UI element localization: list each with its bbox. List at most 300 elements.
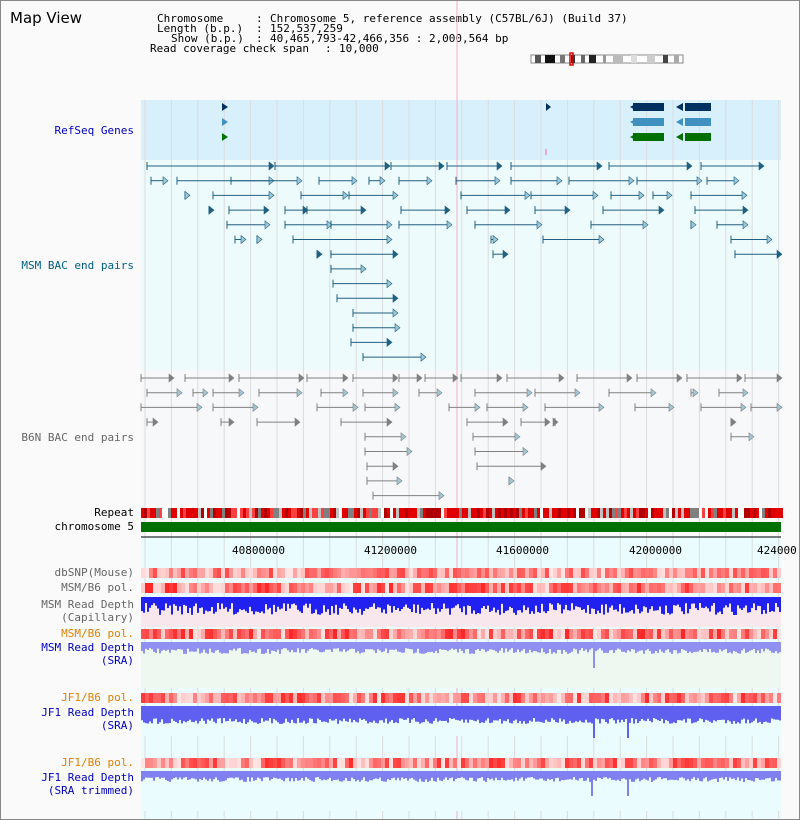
jf1-b6-pol-trimmed-heat-cell <box>277 758 281 768</box>
jf1-depth-sra-bar <box>705 706 707 720</box>
dbsnp-heat-cell <box>433 568 437 578</box>
msm-b6-pol-heat-cell <box>313 583 317 593</box>
dbsnp-heat-cell <box>717 568 721 578</box>
jf1-depth-sra-bar <box>597 706 599 719</box>
dbsnp-heat-cell <box>669 568 673 578</box>
jf1-depth-sra-bar <box>199 706 201 721</box>
msm-b6-pol-heat-cell <box>545 583 549 593</box>
jf1-depth-sra-bar <box>173 706 175 721</box>
repeat-block <box>546 508 549 518</box>
jf1-depth-trimmed-bar <box>465 771 467 780</box>
jf1-depth-sra-bar <box>599 706 601 723</box>
jf1-b6-pol-heat-cell <box>197 693 201 703</box>
jf1-depth-trimmed-bar <box>725 771 727 777</box>
jf1-depth-sra-bar <box>171 706 173 719</box>
jf1-b6-pol-heat-cell <box>609 693 613 703</box>
msm-depth-sra-bar <box>469 642 471 654</box>
jf1-depth-sra-bar <box>737 706 739 722</box>
msm-depth-capillary-bar <box>693 597 695 603</box>
jf1-b6-pol-trimmed-heat-cell <box>433 758 437 768</box>
msm-depth-capillary-bar <box>337 597 339 615</box>
b6n-bac-pair-end <box>393 389 398 397</box>
jf1-depth-sra-bar <box>307 706 309 723</box>
msm-depth-capillary-bar <box>173 597 175 604</box>
jf1-b6-pol-trimmed-heat-cell <box>173 758 177 768</box>
repeat-block <box>408 508 411 518</box>
msm-depth-capillary-bar <box>305 597 307 604</box>
msm-depth-sra-bar <box>383 642 385 651</box>
jf1-depth-sra-bar <box>645 706 647 721</box>
dbsnp-heat-cell <box>693 568 697 578</box>
repeat-block <box>276 508 279 518</box>
msm-depth-sra-bar <box>667 642 669 649</box>
repeat-block <box>780 508 783 518</box>
msm-bac-pair-end <box>742 191 747 199</box>
repeat-block <box>483 508 486 518</box>
msm-depth-capillary-bar <box>441 597 443 609</box>
gene-bar <box>633 133 664 141</box>
jf1-depth-sra-bar <box>613 706 615 720</box>
jf1-depth-sra-bar <box>305 706 307 724</box>
jf1-depth-sra-bar <box>367 706 369 723</box>
msm-depth-sra-bar <box>423 642 425 654</box>
msm-depth-sra-bar <box>309 642 311 649</box>
msm-bac-pair-end <box>557 177 562 185</box>
jf1-depth-sra-bar <box>349 706 351 719</box>
msm-depth-sra-bar <box>763 642 765 651</box>
msm-depth-capillary-bar <box>213 597 215 614</box>
b6n-bac-pair-end <box>575 389 580 397</box>
msm-b6-pol-heat-cell <box>241 583 245 593</box>
repeat-block <box>588 508 591 518</box>
msm-depth-capillary-bar <box>439 597 441 612</box>
msm-depth-sra-bar <box>559 642 561 650</box>
msm-depth-capillary-bar <box>755 597 757 610</box>
jf1-depth-sra-bar <box>649 706 651 721</box>
msm-depth-capillary-bar <box>729 597 731 604</box>
msm-depth-sra-bar <box>173 642 175 650</box>
jf1-b6-pol-trimmed-heat-cell <box>601 758 605 768</box>
msm-b6-pol-heat-cell <box>553 583 557 593</box>
msm-depth-capillary-bar <box>433 597 435 608</box>
msm-depth-sra-bar <box>703 642 705 649</box>
jf1-depth-sra-bar <box>451 706 453 719</box>
jf1-depth-trimmed-bar <box>647 771 649 781</box>
jf1-depth-sra-bar <box>483 706 485 723</box>
dbsnp-heat-cell <box>345 568 349 578</box>
msm-depth-sra-bar <box>735 642 737 652</box>
b6n-bac-pair-end <box>417 374 422 382</box>
msm-depth-capillary-bar <box>235 597 237 614</box>
jf1-b6-pol-heat-cell <box>725 693 729 703</box>
msm-depth-capillary-bar <box>449 597 451 615</box>
jf1-depth-trimmed-bar <box>733 771 735 778</box>
msm-depth-capillary-bar <box>645 597 647 607</box>
msm-b6-pol-sra-heat-cell <box>697 629 701 639</box>
chromosome-track-label[interactable]: chromosome 5 <box>54 520 134 533</box>
jf1-depth-sra-bar <box>327 706 329 723</box>
msm-depth-capillary-bar <box>725 597 727 605</box>
b6n-bac-pair-end <box>297 389 302 397</box>
jf1-b6-pol-heat-cell <box>669 693 673 703</box>
repeat-block <box>360 508 363 518</box>
msm-b6-pol-sra-heat-cell <box>297 629 301 639</box>
msm-depth-sra-bar <box>689 642 691 652</box>
msm-b6-pol-sra-heat-cell <box>381 629 385 639</box>
jf1-b6-pol-heat-cell <box>545 693 549 703</box>
repeat-block <box>618 508 621 518</box>
jf1-b6-pol-label[interactable]: JF1/B6 pol. <box>61 691 134 704</box>
msm-bac-pair-end <box>421 353 426 361</box>
repeat-block <box>759 508 762 518</box>
jf1-depth-sra-bar <box>453 706 455 718</box>
jf1-b6-pol-heat-cell <box>325 693 329 703</box>
jf1-depth-trimmed-bar <box>577 771 579 780</box>
jf1-depth-trimmed-bar <box>743 771 745 782</box>
repeat-label[interactable]: Repeat <box>94 506 134 519</box>
msm-b6-pol-heat-cell <box>301 583 305 593</box>
coverage-label: Read coverage check span <box>150 42 309 55</box>
msm-depth-capillary-bar <box>537 597 539 612</box>
msm-depth-capillary-bar <box>141 597 143 611</box>
jf1-depth-trimmed-bar <box>321 771 323 780</box>
msm-read-depth-sra-label[interactable]: MSM Read Depth <box>41 641 134 654</box>
jf1-depth-sra-bar <box>721 706 723 720</box>
msm-depth-sra-bar <box>155 642 157 653</box>
msm-depth-capillary-bar <box>705 597 707 607</box>
jf1-depth-trimmed-bar <box>693 771 695 777</box>
msm-depth-capillary-bar <box>671 597 673 613</box>
msm-depth-capillary-bar <box>199 597 201 608</box>
repeat-block <box>288 508 291 518</box>
msm-depth-sra-bar <box>653 642 655 653</box>
msm-depth-capillary-bar <box>459 597 461 608</box>
msm-depth-sra-bar <box>617 642 619 649</box>
jf1-depth-trimmed-bar <box>399 771 401 780</box>
msm-b6-pol-sra-heat-cell <box>249 629 253 639</box>
msm-b6-pol-heat-cell <box>581 583 585 593</box>
dbsnp-heat-cell <box>745 568 749 578</box>
msm-b6-pol-sra-heat-cell <box>689 629 693 639</box>
jf1-depth-sra-bar <box>285 706 287 719</box>
msm-b6-pol-sra-heat-cell <box>613 629 617 639</box>
msm-depth-capillary-bar <box>249 597 251 607</box>
jf1-depth-sra-bar <box>671 706 673 723</box>
msm-b6-pol-sra-heat-cell <box>593 629 597 639</box>
msm-b6-pol-sra-heat-cell <box>753 629 757 639</box>
jf1-depth-trimmed-bar <box>549 771 551 780</box>
msm-depth-sra-bar <box>347 642 349 651</box>
repeat-block <box>432 508 435 518</box>
msm-depth-capillary-bar <box>727 597 729 607</box>
b6n-bac-pair-end <box>239 389 244 397</box>
jf1-depth-sra-bar <box>455 706 457 720</box>
b6n-bac-pair-end <box>741 403 746 411</box>
dbsnp-label[interactable]: dbSNP(Mouse) <box>54 566 134 579</box>
jf1-depth-sra-bar <box>665 706 667 720</box>
msm-depth-sra-bar <box>645 642 647 650</box>
msm-depth-sra-bar <box>403 642 405 653</box>
jf1-b6-pol-heat-cell <box>189 693 193 703</box>
msm-depth-sra-bar <box>149 642 151 648</box>
jf1-depth-sra-bar <box>491 706 493 723</box>
jf1-depth-sra-bar <box>393 706 395 723</box>
jf1-depth-trimmed-bar <box>463 771 465 778</box>
msm-b6-pol-heat-cell <box>201 583 205 593</box>
msm-depth-sra-bar <box>521 642 523 651</box>
b6n-bac-pair-end <box>527 389 532 397</box>
msm-depth-capillary-bar <box>289 597 291 608</box>
msm-depth-sra-bar <box>705 642 707 649</box>
msm-depth-sra-bar <box>249 642 251 650</box>
jf1-depth-trimmed-bar <box>567 771 569 780</box>
msm-depth-capillary-bar <box>677 597 679 605</box>
dbsnp-heat-cell <box>637 568 641 578</box>
msm-b6-pol-heat-cell <box>269 583 273 593</box>
jf1-b6-pol-trimmed-heat-cell <box>245 758 249 768</box>
jf1-depth-sra-bar <box>557 706 559 723</box>
jf1-depth-trimmed-bar <box>571 771 573 780</box>
msm-depth-capillary-bar <box>615 597 617 609</box>
msm-depth-capillary-bar <box>479 597 481 614</box>
jf1-b6-pol-trimmed-heat-cell <box>469 758 473 768</box>
jf1-depth-trimmed-bar <box>673 771 675 780</box>
jf1-b6-pol-trimmed-label[interactable]: JF1/B6 pol. <box>61 756 134 769</box>
jf1-depth-trimmed-bar <box>407 771 409 781</box>
jf1-depth-trimmed-bar <box>559 771 561 781</box>
msm-b6-pol-sra-heat-cell <box>589 629 593 639</box>
msm-b6-pol-sra-heat-cell <box>625 629 629 639</box>
b6n-bac-label[interactable]: B6N BAC end pairs <box>21 431 134 444</box>
dbsnp-heat-cell <box>601 568 605 578</box>
msm-depth-capillary-bar <box>247 597 249 613</box>
jf1-depth-sra-bar <box>545 706 547 720</box>
msm-depth-capillary-bar <box>539 597 541 613</box>
jf1-depth-sra-bar <box>463 706 465 723</box>
msm-depth-sra-bar <box>551 642 553 654</box>
jf1-depth-trimmed-bar <box>307 771 309 779</box>
dbsnp-heat-cell <box>501 568 505 578</box>
repeat-block <box>711 508 714 518</box>
jf1-b6-pol-trimmed-heat-cell <box>189 758 193 768</box>
dbsnp-heat-cell <box>585 568 589 578</box>
jf1-depth-sra-bar <box>275 706 277 720</box>
msm-depth-sra-bar <box>497 642 499 653</box>
repeat-block <box>300 508 303 518</box>
jf1-depth-sra-bar <box>239 706 241 722</box>
jf1-depth-trimmed-bar <box>285 771 287 778</box>
jf1-depth-trimmed-bar <box>461 771 463 777</box>
jf1-depth-trimmed-bar <box>233 771 235 778</box>
jf1-depth-trimmed-bar <box>281 771 283 780</box>
msm-b6-pol-sra-heat-cell <box>281 629 285 639</box>
msm-b6-pol-heat-cell <box>141 583 145 593</box>
b6n-bac-pair-end <box>353 403 358 411</box>
dbsnp-heat-cell <box>709 568 713 578</box>
msm-b6-pol-heat-cell <box>569 583 573 593</box>
msm-depth-capillary-bar <box>271 597 273 614</box>
msm-b6-pol-heat-cell <box>481 583 485 593</box>
repeat-block <box>648 508 651 518</box>
jf1-b6-pol-heat-cell <box>493 693 497 703</box>
dbsnp-heat-cell <box>749 568 753 578</box>
msm-b6-pol-heat-cell <box>705 583 709 593</box>
jf1-depth-sra-bar <box>501 706 503 724</box>
jf1-b6-pol-heat-cell <box>437 693 441 703</box>
jf1-depth-sra-bar <box>177 706 179 723</box>
dbsnp-heat-cell <box>369 568 373 578</box>
dbsnp-heat-cell <box>681 568 685 578</box>
jf1-depth-sra-bar <box>195 706 197 721</box>
jf1-depth-trimmed-bar <box>503 771 505 780</box>
repeat-block <box>201 508 204 518</box>
jf1-b6-pol-trimmed-heat-cell <box>645 758 649 768</box>
msm-depth-sra-bar <box>453 642 455 650</box>
jf1-depth-trimmed-bar <box>723 771 725 780</box>
jf1-b6-pol-heat-cell <box>697 693 701 703</box>
jf1-read-depth-sra-label[interactable]: JF1 Read Depth <box>41 706 134 719</box>
msm-depth-capillary-bar <box>637 597 639 609</box>
dbsnp-heat-cell <box>417 568 421 578</box>
msm-depth-sra-bar <box>265 642 267 653</box>
msm-depth-capillary-bar <box>739 597 741 608</box>
msm-depth-sra-bar <box>321 642 323 652</box>
msm-depth-sra-bar <box>717 642 719 653</box>
jf1-depth-sra-bar <box>449 706 451 718</box>
dbsnp-heat-cell <box>561 568 565 578</box>
jf1-depth-trimmed-bar <box>533 771 535 778</box>
msm-read-depth-capillary-label[interactable]: MSM Read Depth <box>41 598 134 611</box>
msm-b6-pol-sra-label[interactable]: MSM/B6 pol. <box>61 627 134 640</box>
repeat-block <box>441 508 444 518</box>
jf1-depth-trimmed-bar <box>541 771 543 778</box>
jf1-b6-pol-trimmed-heat-cell <box>429 758 433 768</box>
jf1-read-depth-trimmed-label[interactable]: JF1 Read Depth <box>41 771 134 784</box>
repeat-block <box>243 508 246 518</box>
jf1-b6-pol-trimmed-heat-cell <box>629 758 633 768</box>
jf1-depth-trimmed-bar <box>209 771 211 779</box>
jf1-depth-sra-bar <box>211 706 213 718</box>
msm-bac-label[interactable]: MSM BAC end pairs <box>21 259 134 272</box>
jf1-depth-sra-bar <box>255 706 257 723</box>
jf1-depth-trimmed-bar <box>639 771 641 781</box>
jf1-b6-pol-trimmed-heat-cell <box>265 758 269 768</box>
dbsnp-heat-cell <box>517 568 521 578</box>
repeat-block <box>315 508 318 518</box>
jf1-depth-trimmed-bar <box>309 771 311 780</box>
jf1-b6-pol-trimmed-heat-cell <box>505 758 509 768</box>
msm-b6-pol-heat-cell <box>485 583 489 593</box>
jf1-b6-pol-trimmed-heat-cell <box>425 758 429 768</box>
jf1-b6-pol-heat-cell <box>641 693 645 703</box>
jf1-b6-pol-heat-cell <box>761 693 765 703</box>
jf1-depth-sra-bar <box>689 706 691 719</box>
jf1-depth-trimmed-bar <box>591 771 593 796</box>
msm-depth-sra-bar <box>765 642 767 648</box>
msm-depth-capillary-bar <box>759 597 761 606</box>
msm-depth-capillary-bar <box>697 597 699 610</box>
msm-depth-sra-bar <box>465 642 467 649</box>
jf1-depth-trimmed-bar <box>751 771 753 781</box>
msm-b6-pol-sra-heat-cell <box>317 629 321 639</box>
jf1-depth-trimmed-bar <box>305 771 307 777</box>
msm-b6-pol-heat-cell <box>677 583 681 593</box>
b6n-bac-pair-end <box>497 374 502 382</box>
msm-depth-capillary-bar <box>401 597 403 609</box>
dbsnp-heat-cell <box>237 568 241 578</box>
msm-b6-pol-sra-heat-cell <box>349 629 353 639</box>
jf1-depth-sra-bar <box>355 706 357 722</box>
repeat-block <box>768 508 771 518</box>
jf1-depth-trimmed-bar <box>671 771 673 780</box>
msm-depth-sra-bar <box>399 642 401 652</box>
dbsnp-heat-cell <box>769 568 773 578</box>
msm-depth-sra-bar <box>629 642 631 652</box>
jf1-b6-pol-heat-cell <box>165 693 169 703</box>
msm-depth-sra-bar <box>301 642 303 649</box>
jf1-b6-pol-heat-cell <box>709 693 713 703</box>
refseq-genes-label[interactable]: RefSeq Genes <box>54 124 134 137</box>
msm-depth-capillary-bar <box>161 597 163 610</box>
msm-depth-sra-bar <box>255 642 257 653</box>
jf1-depth-sra-bar <box>743 706 745 719</box>
jf1-b6-pol-heat-cell <box>161 693 165 703</box>
msm-depth-capillary-bar <box>653 597 655 611</box>
jf1-b6-pol-trimmed-heat-cell <box>513 758 517 768</box>
msm-depth-capillary-bar <box>391 597 393 613</box>
msm-depth-sra-bar <box>159 642 161 653</box>
msm-b6-pol-heat-cell <box>233 583 237 593</box>
msm-b6-pol-heat-cell <box>661 583 665 593</box>
jf1-depth-sra-bar <box>329 706 331 719</box>
jf1-depth-trimmed-bar <box>709 771 711 780</box>
repeat-block <box>597 508 600 518</box>
msm-b6-pol-sra-heat-cell <box>157 629 161 639</box>
jf1-depth-sra-bar <box>317 706 319 719</box>
jf1-depth-sra-bar <box>585 706 587 720</box>
jf1-depth-trimmed-bar <box>205 771 207 779</box>
jf1-depth-sra-bar <box>353 706 355 720</box>
jf1-b6-pol-heat-cell <box>337 693 341 703</box>
msm-depth-sra-bar <box>479 642 481 651</box>
jf1-depth-trimmed-bar <box>237 771 239 777</box>
jf1-b6-pol-heat-cell <box>249 693 253 703</box>
msm-b6-pol-label[interactable]: MSM/B6 pol. <box>61 581 134 594</box>
jf1-depth-trimmed-bar <box>297 771 299 781</box>
msm-depth-sra-bar <box>563 642 565 650</box>
jf1-depth-sra-bar <box>289 706 291 723</box>
repeat-block <box>684 508 687 518</box>
dbsnp-heat-cell <box>153 568 157 578</box>
jf1-depth-trimmed-bar <box>633 771 635 782</box>
msm-depth-capillary-bar <box>265 597 267 604</box>
jf1-b6-pol-trimmed-heat-cell <box>509 758 513 768</box>
jf1-depth-trimmed-bar <box>593 771 595 780</box>
jf1-depth-sra-bar <box>567 706 569 724</box>
msm-depth-sra-bar <box>709 642 711 649</box>
msm-depth-sra-bar <box>615 642 617 650</box>
msm-b6-pol-sra-heat-cell <box>197 629 201 639</box>
b6n-bac-pair-end <box>541 462 546 470</box>
dbsnp-heat-cell <box>373 568 377 578</box>
jf1-depth-trimmed-bar <box>379 771 381 778</box>
jf1-depth-sra-bar <box>301 706 303 723</box>
msm-depth-sra-bar <box>263 642 265 654</box>
jf1-b6-pol-heat-cell <box>381 693 385 703</box>
length-label: Length (b.p.) <box>157 22 244 35</box>
jf1-depth-sra-bar <box>253 706 255 722</box>
jf1-depth-trimmed-bar <box>735 771 737 780</box>
